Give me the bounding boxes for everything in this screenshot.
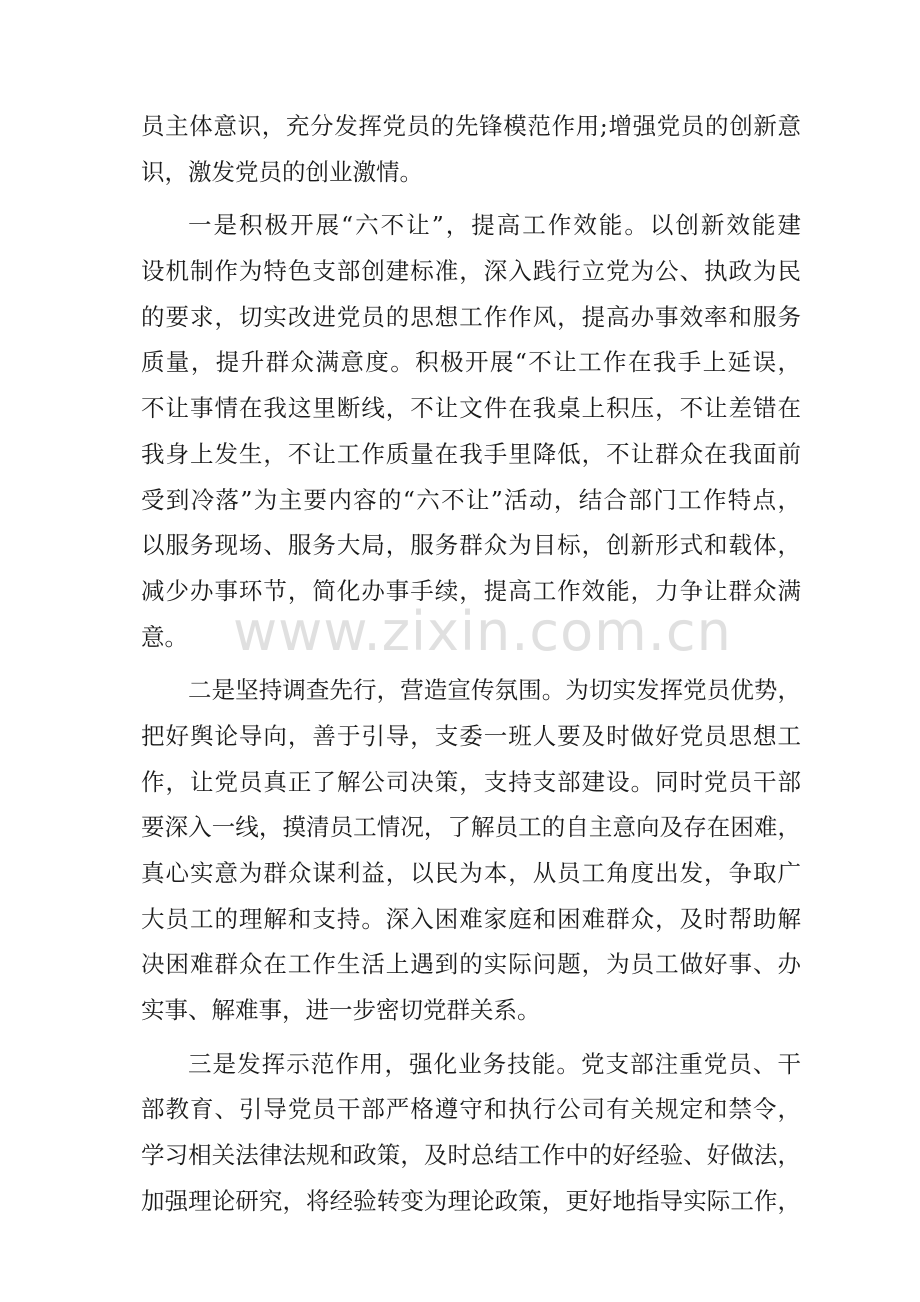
paragraph-line: 一是积极开展“六不让”，提高工作效能。以创新效能建 [188,211,801,240]
paragraph-line: 作，让党员真正了解公司决策，支持支部建设。同时党员干部 [141,767,801,796]
paragraph-line: 减少办事环节，简化办事手续，提高工作效能，力争让群众满 [141,576,801,605]
paragraph-line: 三是发挥示范作用，强化业务技能。党支部注重党员、干 [188,1049,801,1078]
paragraph-line: 员主体意识，充分发挥党员的先锋模范作用;增强党员的创新意 [141,112,801,140]
paragraph-line: 识，激发党员的创业激情。 [141,157,423,186]
paragraph-line: 质量，提升群众满意度。积极开展“不让工作在我手上延误， [141,348,801,377]
document-body [141,104,801,1225]
paragraph-line: 把好舆论导向，善于引导，支委一班人要及时做好党员思想工 [141,721,801,750]
paragraph-line: 决困难群众在工作生活上遇到的实际问题，为员工做好事、办 [141,950,801,979]
paragraph-line: 部教育、引导党员干部严格遵守和执行公司有关规定和禁令， [141,1095,801,1124]
paragraph-line: 二是坚持调查先行，营造宣传氛围。为切实发挥党员优势， [188,676,801,705]
paragraph-line: 以服务现场、服务大局，服务群众为目标，创新形式和载体， [141,531,801,560]
paragraph-line: 要深入一线，摸清员工情况，了解员工的自主意向及存在困难， [141,813,801,842]
paragraph-line: 实事、解难事，进一步密切党群关系。 [141,996,541,1025]
paragraph-line: 意。 [141,622,188,651]
paragraph-line: 受到冷落”为主要内容的“六不让”活动，结合部门工作特点， [141,485,801,514]
paragraph-line: 学习相关法律法规和政策，及时总结工作中的好经验、好做法， [141,1141,801,1170]
paragraph-line: 的要求，切实改进党员的思想工作作风，提高办事效率和服务 [141,302,801,331]
paragraph-line: 加强理论研究，将经验转变为理论政策，更好地指导实际工作， [141,1186,801,1215]
paragraph-line: 设机制作为特色支部创建标准，深入践行立党为公、执政为民 [141,257,801,286]
paragraph-line: 真心实意为群众谋利益，以民为本，从员工角度出发，争取广 [141,859,801,887]
paragraph-line: 大员工的理解和支持。深入困难家庭和困难群众，及时帮助解 [141,904,801,933]
paragraph-line: 我身上发生，不让工作质量在我手里降低，不让群众在我面前 [141,439,801,468]
watermark: www.zixin.com.cn [233,600,732,663]
paragraph-line: 不让事情在我这里断线，不让文件在我桌上积压，不让差错在 [141,394,801,423]
